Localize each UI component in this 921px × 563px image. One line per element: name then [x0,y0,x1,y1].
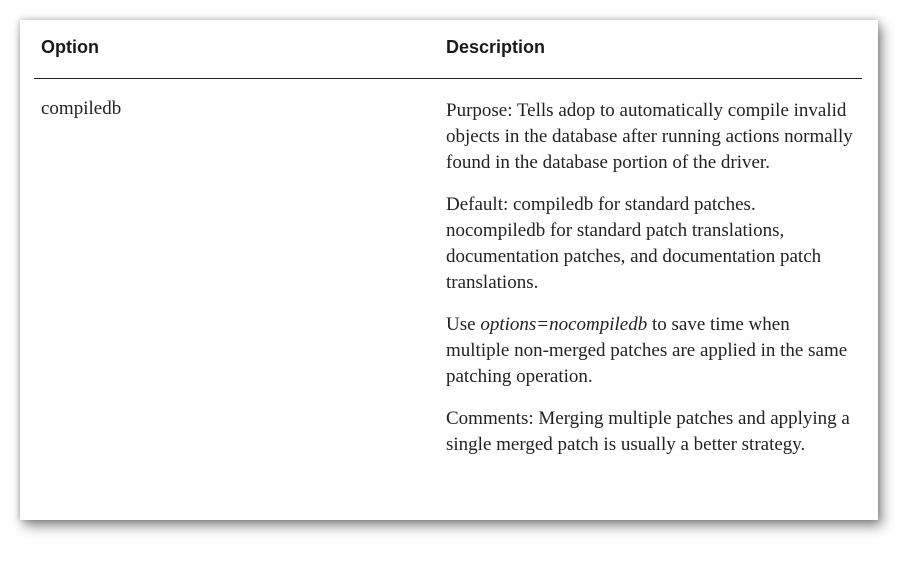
usage-suffix: to save time when multiple non-merged patches are applied in the same patching operation. [446,314,848,387]
description-cell [446,98,856,474]
usage-prefix: Use [446,314,481,335]
usage-option-code: options=nocompiledb [480,314,648,335]
table-header [34,20,862,79]
column-header-option: Option [41,37,99,57]
comments-paragraph: Comments: Merging multiple patches and applying a single merged patch is usually a better strategy. [446,408,850,455]
purpose-paragraph: Purpose: Tells adop to automatically compile invalid objects in the database after running actions normally found in the database portion of the driver. [446,100,853,173]
default-paragraph: Default: compiledb for standard patches. nocompiledb for standard patch translations, documentation patches, and documentation patch translations. [446,194,822,293]
usage-paragraph [446,312,856,390]
column-header-description: Description [446,37,546,57]
option-name: compiledb [41,98,122,119]
document-frame [20,20,878,520]
